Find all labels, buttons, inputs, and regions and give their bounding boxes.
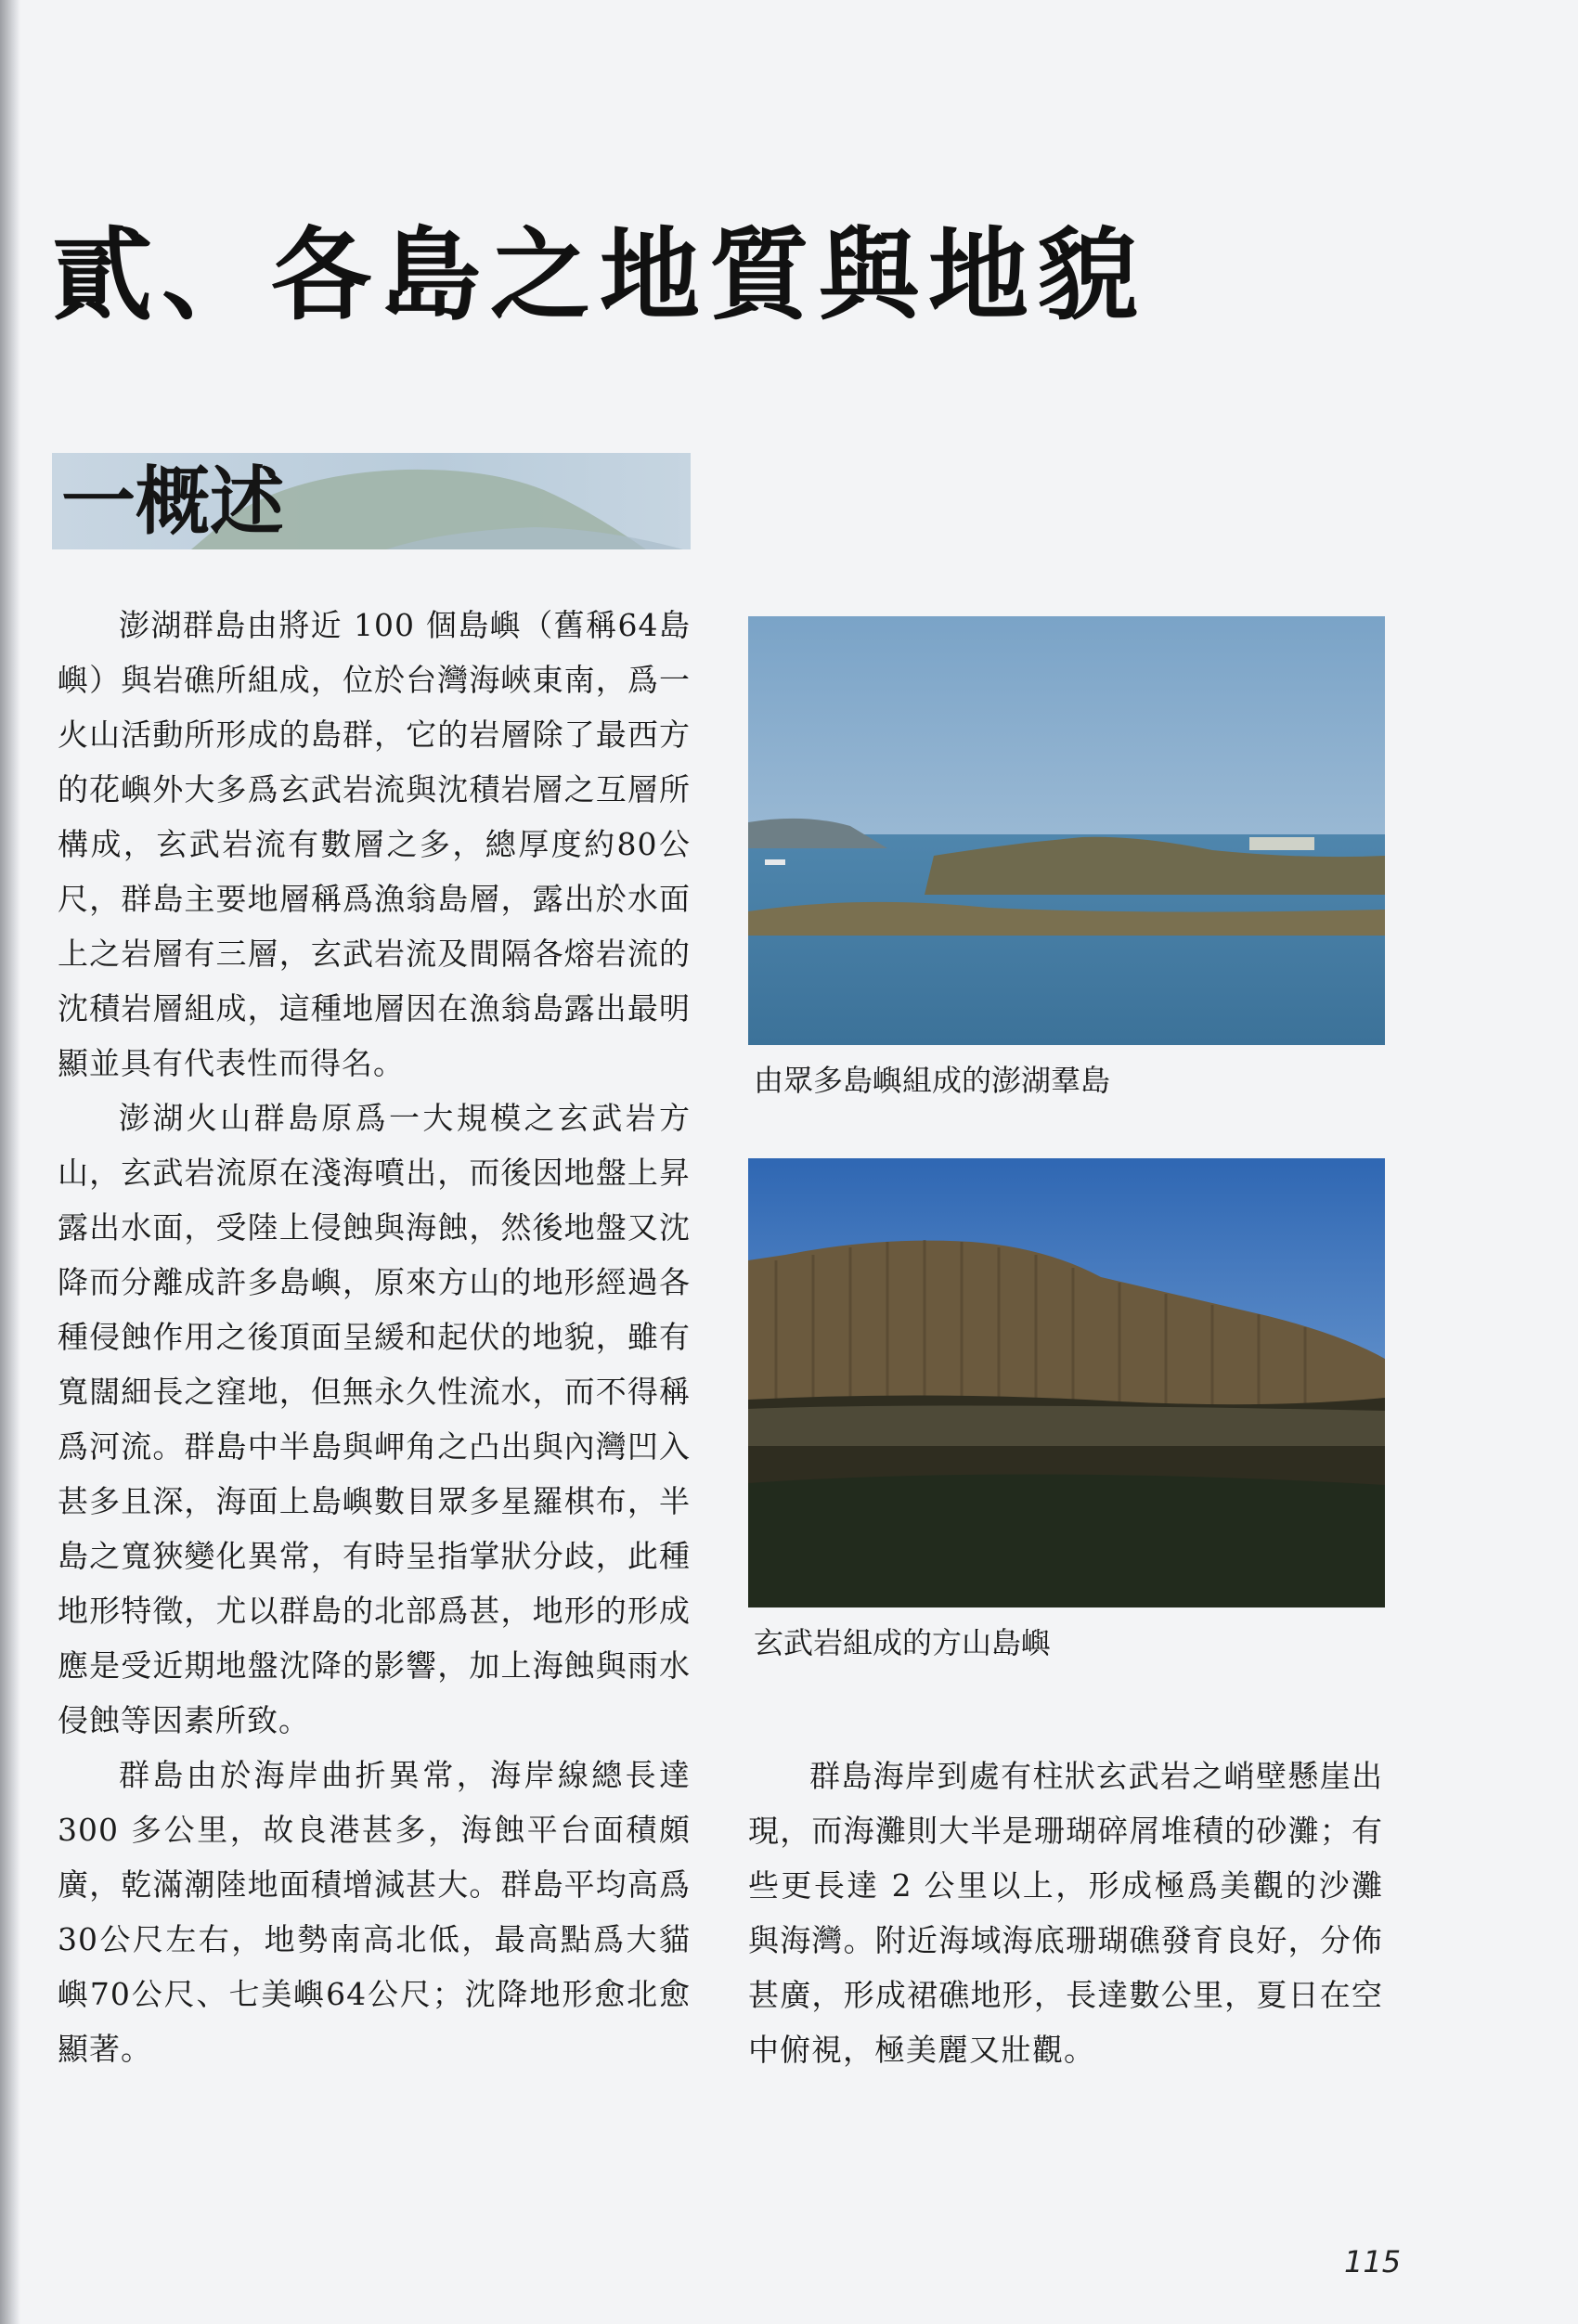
book-spine-shadow xyxy=(0,0,20,2324)
right-text-column xyxy=(748,1749,1383,2077)
paragraph: 群島海岸到處有柱狀玄武岩之峭壁懸崖出現，而海灘則大半是珊瑚碎屑堆積的砂灘；有些更長達 2 公里以上，形成極爲美觀的沙灘與海灣。附近海域海底珊瑚礁發育良好，分佈甚廣，形成裙礁地形，長達數公里，夏日在空中俯視，極美麗又壯觀。 xyxy=(748,1758,1383,2068)
photo-penghu-islands xyxy=(748,616,1385,1045)
section-banner xyxy=(52,453,691,549)
paragraph: 群島由於海岸曲折異常，海岸線總長達 300 多公里，故良港甚多，海蝕平台面積頗廣，乾滿潮陸地面積增減甚大。群島平均高爲30公尺左右，地勢南高北低，最高點爲大貓嶼70公尺、七美嶼64公尺；沈降地形愈北愈顯著。 xyxy=(58,1757,691,2067)
chapter-title: 貳、各島之地質與地貌 xyxy=(52,217,1148,334)
left-text-column xyxy=(58,598,691,2076)
section-title: 一概述 xyxy=(61,458,284,545)
photo-caption: 由眾多島嶼組成的澎湖羣島 xyxy=(754,1063,1111,1098)
paragraph: 澎湖火山群島原爲一大規模之玄武岩方山，玄武岩流原在淺海噴出，而後因地盤上昇露出水面，受陸上侵蝕與海蝕，然後地盤又沈降而分離成許多島嶼，原來方山的地形經過各種侵蝕作用之後頂面呈緩和起伏的地貌，雖有寬闊細長之窪地，但無永久性流水，而不得稱爲河流。群島中半島與岬角之凸出與內灣凹入甚多且深，海面上島嶼數目眾多星羅棋布，半島之寬狹變化異常，有時呈指掌狀分歧，此種地形特徵，尤以群島的北部爲甚，地形的形成應是受近期地盤沈降的影響，加上海蝕與雨水侵蝕等因素所致。 xyxy=(58,1100,691,1738)
photo-basalt-mesa-island xyxy=(748,1158,1385,1607)
paragraph: 澎湖群島由將近 100 個島嶼（舊稱64島嶼）與岩礁所組成，位於台灣海峽東南，爲一火山活動所形成的島群，它的岩層除了最西方的花嶼外大多爲玄武岩流與沈積岩層之互層所構成，玄武岩流有數層之多，總厚度約80公尺，群島主要地層稱爲漁翁島層，露出於水面上之岩層有三層，玄武岩流及間隔各熔岩流的沈積岩層組成，這種地層因在漁翁島露出最明顯並具有代表性而得名。 xyxy=(58,607,691,1081)
photo-caption: 玄武岩組成的方山島嶼 xyxy=(754,1625,1052,1660)
page-number: 115 xyxy=(1344,2244,1402,2279)
